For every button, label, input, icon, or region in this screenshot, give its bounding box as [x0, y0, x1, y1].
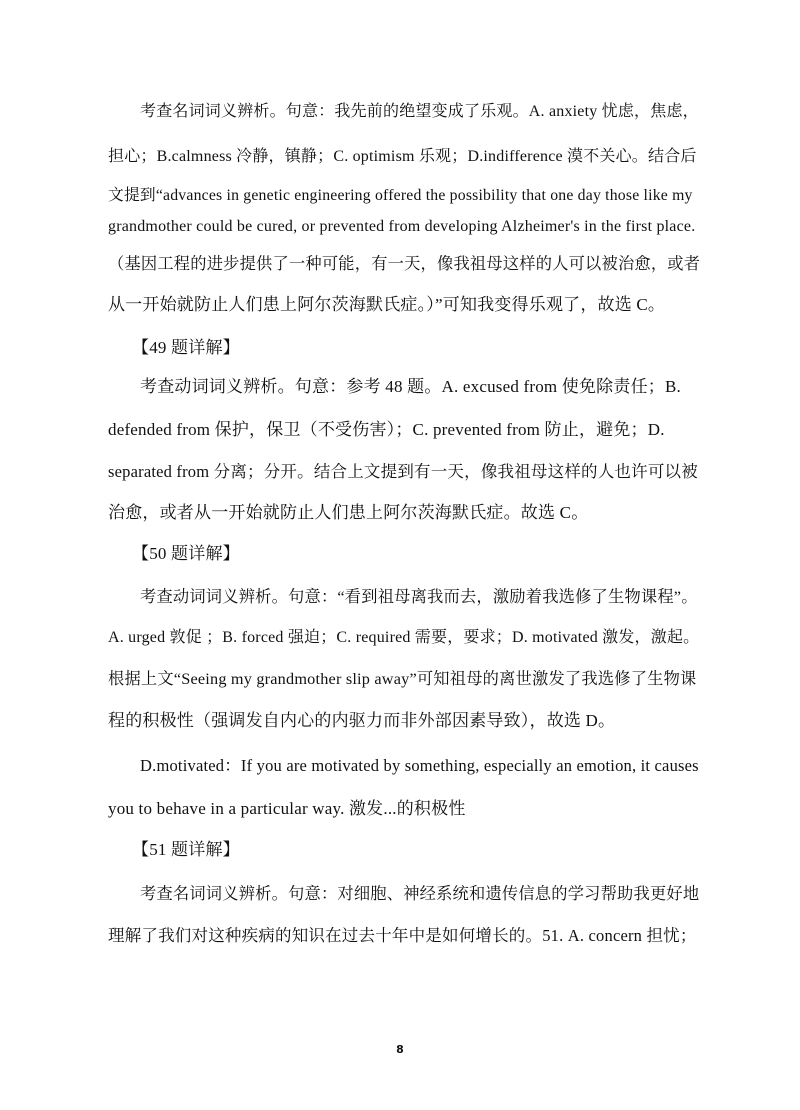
paragraph-line: 考查名词词义辨析。句意：我先前的绝望变成了乐观。A. anxiety 忧虑，焦虑，: [140, 103, 699, 120]
paragraph-line: 从一开始就防止人们患上阿尔茨海默氏症。）”可知我变得乐观了，故选 C。: [108, 295, 666, 314]
paragraph-line: 考查动词词义辨析。句意：“看到祖母离我而去，激励着我选修了生物课程”。: [140, 588, 698, 606]
paragraph-line: 根据上文“Seeing my grandmother slip away”可知祖母的离世激发了我选修了生物课: [108, 670, 697, 688]
paragraph-line: 文提到“advances in genetic engineering offered the possibility that one day those like my: [108, 187, 693, 204]
paragraph-line: A. urged 敦促 ；B. forced 强迫；C. required 需要，要求；D. motivated 激发，激起。: [108, 629, 700, 646]
paragraph-line: 担心；B.calmness 冷静，镇静；C. optimism 乐观；D.indifference 漠不关心。结合后: [108, 148, 697, 165]
paragraph-line: 程的积极性（强调发自内心的内驱力而非外部因素导致），故选 D。: [108, 711, 616, 730]
definition-line: you to behave in a particular way. 激发...的积极性: [108, 799, 466, 818]
paragraph-line: 考查动词词义辨析。句意：参考 48 题。A. excused from 使免除责任；B.: [140, 377, 681, 396]
section-heading-51: 【51 题详解】: [132, 840, 240, 859]
paragraph-line: separated from 分离；分开。结合上文提到有一天，像我祖母这样的人也许可以被: [108, 462, 698, 481]
paragraph-line: grandmother could be cured, or prevented from developing Alzheimer's in the first place.: [108, 218, 696, 235]
paragraph-line: 考查名词词义辨析。句意：对细胞、神经系统和遗传信息的学习帮助我更好地: [140, 885, 700, 903]
section-heading-50: 【50 题详解】: [132, 544, 240, 563]
paragraph-line: （基因工程的进步提供了一种可能，有一天，像我祖母这样的人可以被治愈，或者: [108, 255, 701, 273]
paragraph-line: defended from 保护，保卫（不受伤害）；C. prevented from 防止，避免；D.: [108, 420, 665, 439]
paragraph-line: 理解了我们对这种疾病的知识在过去十年中是如何增长的。51. A. concern 担忧；: [108, 926, 697, 945]
paragraph-line: 治愈，或者从一开始就防止人们患上阿尔茨海默氏症。故选 C。: [108, 503, 589, 522]
section-heading-49: 【49 题详解】: [132, 338, 240, 357]
page-number: 8: [396, 1043, 404, 1056]
definition-line: D.motivated：If you are motivated by something, especially an emotion, it causes: [140, 756, 699, 775]
